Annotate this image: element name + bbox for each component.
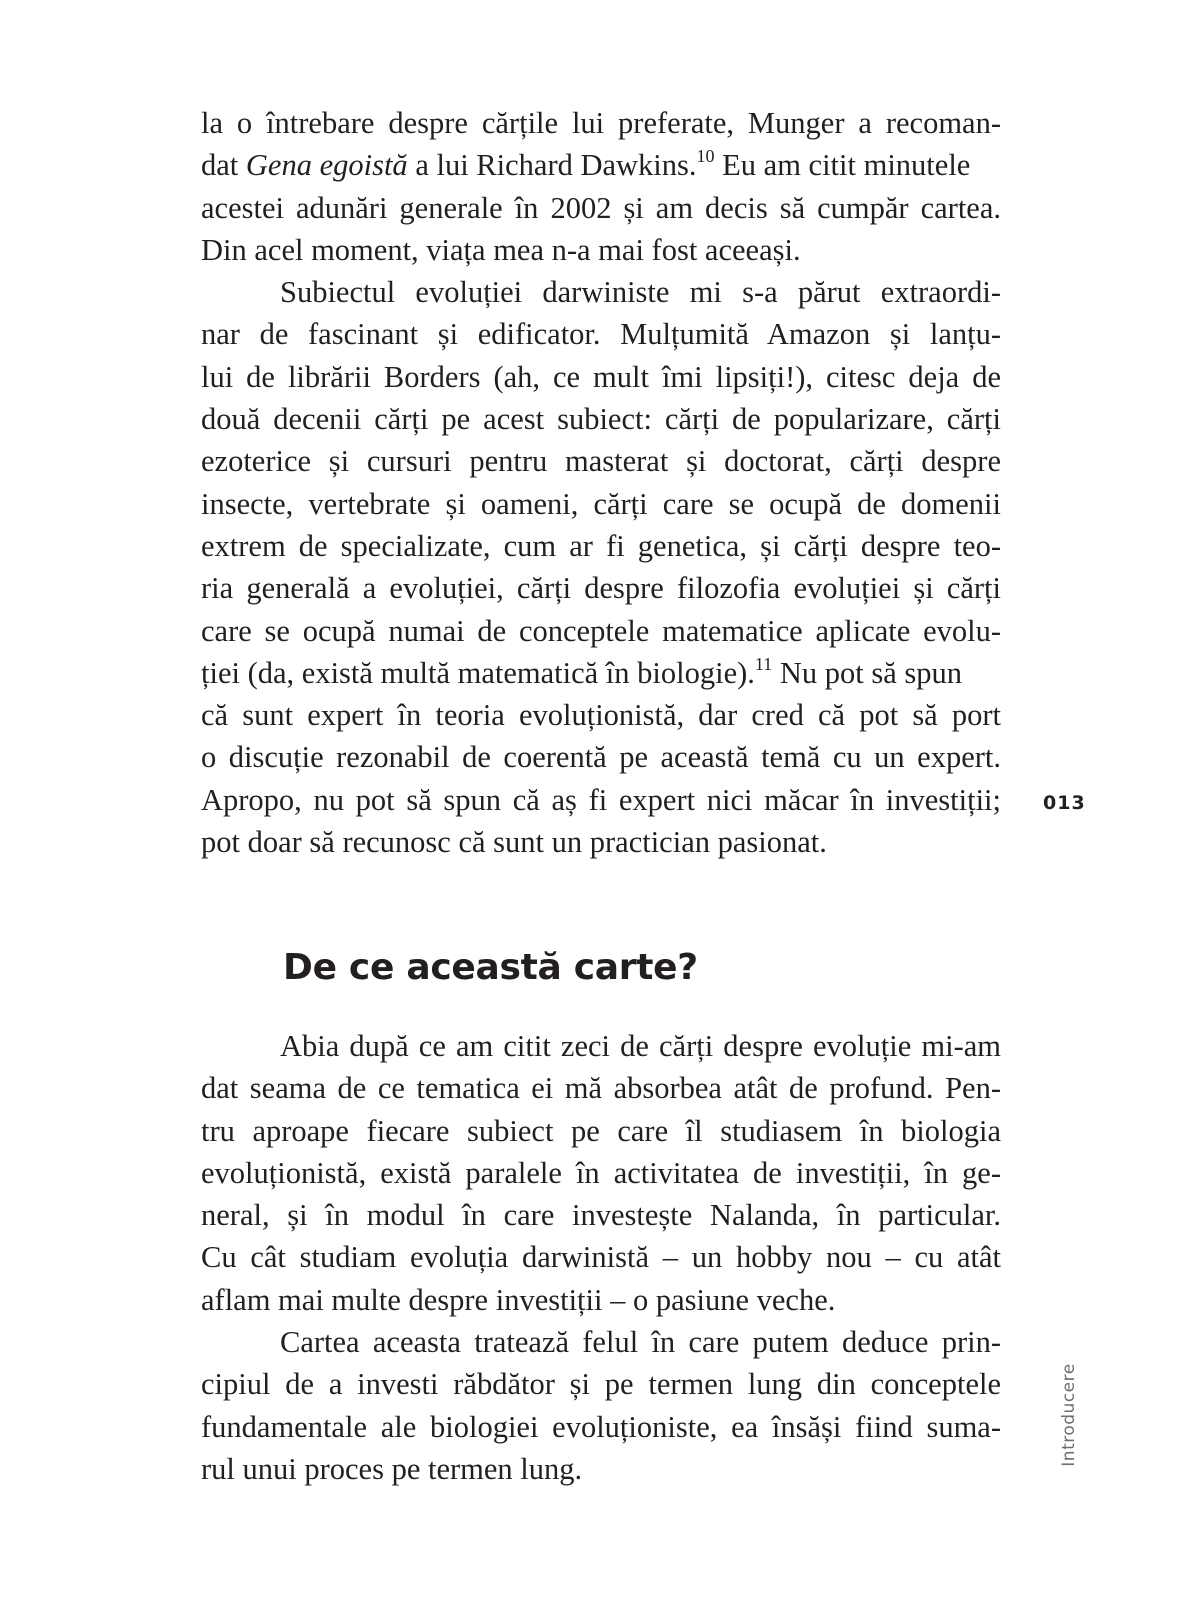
text-line: două decenii cărți pe acest subiect: cărți de popularizare, cărți [201,402,1001,437]
text-line: Abia după ce am citit zeci de cărți despre evoluție mi-am [280,1029,1001,1063]
text-fragment: a lui Richard Dawkins. [407,148,697,183]
text-fragment: Nu pot să spun [779,655,963,690]
book-title-italic: Gena egoistă [245,148,408,183]
text-line: neral, și în modul în care investește Nalanda, în particular. [201,1198,1001,1233]
text-line: care se ocupă numai de conceptele matematice aplicate evolu- [201,613,1001,648]
text-line: lui de librării Borders (ah, ce mult îmi lipsiți!), citesc deja de [201,359,1001,394]
text-line: aflam mai multe despre investiții – o pasiune veche. [201,1282,836,1317]
text-line: Subiectul evoluției darwiniste mi s-a părut extraordi- [280,275,1001,310]
text-line: extrem de specializate, cum ar fi genetica, și cărți despre teo- [201,528,1001,563]
running-head: Introducere [1059,1363,1079,1467]
text-line [201,144,1001,186]
page-number: 013 [1043,792,1086,814]
text-fragment: Eu am citit minutele [722,148,971,183]
text-line: insecte, vertebrate și oameni, cărți care se ocupă de domenii [201,486,1001,521]
text-line [201,652,1001,694]
text-line: ria generală a evoluției, cărți despre filozofia evoluției și cărți [201,571,1001,606]
text-line: evoluționistă, există paralele în activitatea de investiții, în ge- [201,1155,1001,1190]
text-line: rul unui proces pe termen lung. [201,1451,583,1486]
text-line: Cartea aceasta tratează felul în care putem deduce prin- [280,1325,1001,1360]
text-line: o discuție rezonabil de coerentă pe această temă cu un expert. [201,740,1001,775]
text-line: ezoterice și cursuri pentru masterat și doctorat, cărți despre [201,444,1001,479]
text-line: cipiul de a investi răbdător și pe termen lung din conceptele [201,1367,1001,1402]
text-line: dat seama de ce tematica ei mă absorbea atât de profund. Pen- [201,1071,1001,1106]
paragraph-book-topic [201,1321,1001,1490]
body-text-bottom [201,1025,1001,1490]
footnote-marker: 10 [696,146,715,167]
paragraph-munger [201,102,1001,271]
text-line: acestei adunări generale în 2002 și am decis să cumpăr cartea. [201,190,1001,225]
section-heading: De ce această carte? [283,947,698,988]
text-line: tru aproape fiecare subiect pe care îl studiasem în biologia [201,1113,1001,1148]
footnote-marker: 11 [754,653,773,674]
text-line: pot doar să recunosc că sunt un practician pasionat. [201,825,827,860]
text-line: Cu cât studiam evoluția darwinistă – un hobby nou – cu atât [201,1240,1001,1275]
body-text-top [201,102,1001,863]
text-line: Din acel moment, viața mea n-a mai fost aceeași. [201,232,801,267]
text-line: că sunt expert în teoria evoluționistă, dar cred că pot să port [201,698,1001,733]
paragraph-evolution [201,271,1001,863]
paragraph-why-book [201,1025,1001,1321]
text-line: la o întrebare despre cărțile lui preferate, Munger a recoman- [201,106,1001,140]
text-fragment: dat [201,148,246,183]
text-line: nar de fascinant și edificator. Mulțumită Amazon și lanțu- [201,317,1001,352]
text-fragment: ției (da, există multă matematică în biologie). [201,655,755,690]
text-line: fundamentale ale biologiei evoluționiste, ea însăși fiind suma- [201,1409,1001,1444]
text-line: Apropo, nu pot să spun că aș fi expert nici măcar în investiții; [201,782,1001,817]
